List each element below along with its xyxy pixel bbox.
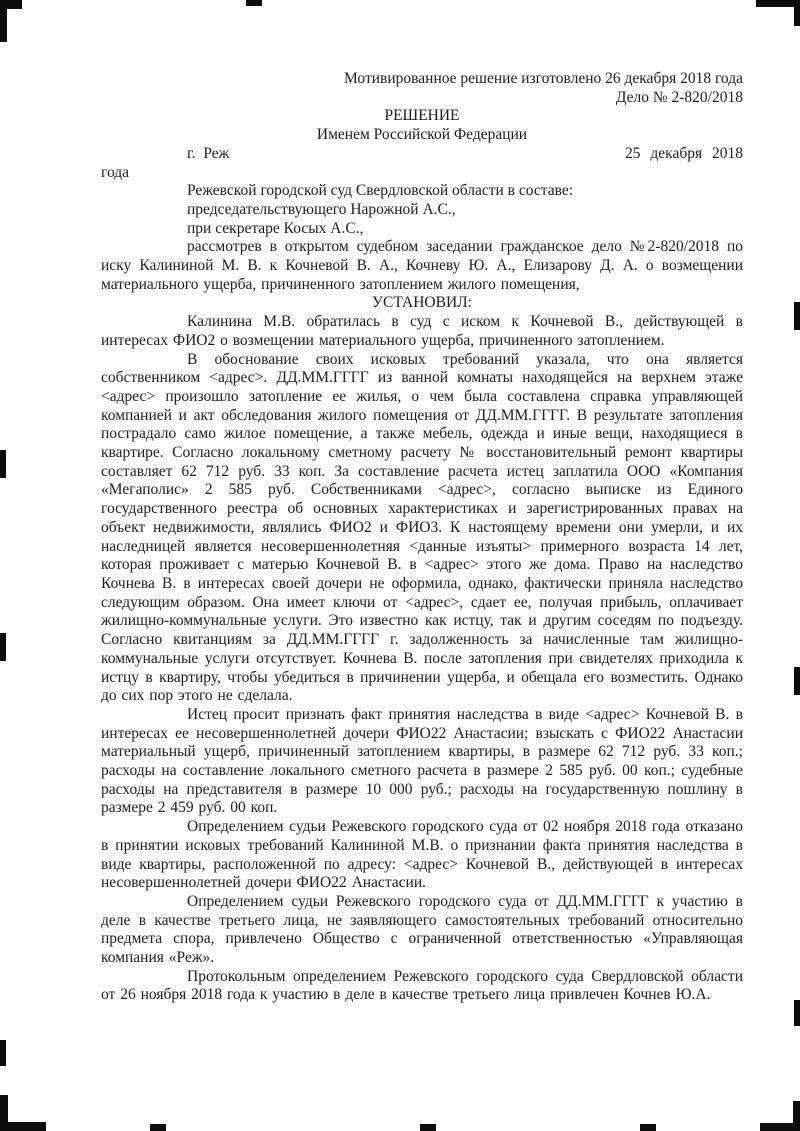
decision-subtitle: Именем Российской Федерации — [316, 126, 528, 144]
scan-artifact-bottom-dash-2 — [420, 1124, 436, 1131]
body-paragraph: Истец просит признать факт принятия наследства в виде <адрес> Кочневой В. в интересах ее несовершеннолетней дочери ФИО22 Анастасии; взыскать с ФИО22 Анастасии материальный ущерб, причиненный затоплением квартиры, в размере 62 712 руб. 33 коп.; расходы на составление локального сметного расчета в размере 2 585 руб. 00 коп.; судебные расходы на представителя в размере 10 000 руб.; расходы на государственную пошлину в размере 2 459 руб. 00 коп. — [101, 705, 743, 817]
scan-artifact-left-dash-2 — [0, 633, 6, 661]
scan-artifact-top-left-v — [0, 0, 7, 42]
case-number: Дело № 2-820/2018 — [615, 88, 743, 106]
scan-artifact-left-dash-1 — [0, 450, 6, 478]
scan-artifact-bottom-dash-3 — [640, 1124, 656, 1131]
body-paragraph: Калинина М.В. обратилась в суд с иском к Кочневой В., действующей в интересах ФИО2 о возмещении материального ущерба, причиненного затоплением. — [101, 313, 743, 349]
scan-artifact-top-dash — [246, 0, 262, 6]
body-paragraph: В обоснование своих исковых требований указала, что она является собственником <адрес>. ДД.ММ.ГГГГ из ванной комнаты находящейся на верхнем этаже <адрес> произошло затопление ее жилья, о чем была составлена справка управляющей компанией и акт обследования жилого помещения от ДД.ММ.ГГГГ. В результате затопления пострадало само жилое помещение, а также мебель, одежда и иные вещи, находящиеся в квартире. Согласно локальному сметному расчету № восстановительный ремонт квартиры составляет 62 712 руб. 33 коп. За составление расчета истец заплатила ООО «Компания «Мегаполис» 2 585 руб. Собственниками <адрес>, согласно выписке из Единого государственного реестра об основных характеристиках и зарегистрированных правах на объект недвижимости, являлись ФИО2 и ФИО3. К настоящему времени они умерли, и их наследницей является несовершеннолетняя <данные изъяты> примерного возраста 14 лет, которая проживает с матерью Кочневой В. в <адрес> этого же дома. Право на наследство Кочнева В. в интересах своей дочери не оформила, однако, фактически приняла наследство следующим образом. Она имеет ключи от <адрес>, сдает ее, получая прибыль, оплачивает жилищно-коммунальные услуги. Это известно как истцу, так и другим соседям по подъезду. Согласно квитанциям за ДД.ММ.ГГГГ г. задолженность за начисленные там жилищно-коммунальные услуги отсутствует. Кочнева В. после затопления при свидетелях приходила к истцу в квартиру, чтобы убедиться в причинении ущерба, и обещала его возместить. Однако до сих пор этого не сделала. — [101, 350, 743, 705]
place-city: г. Реж — [187, 144, 230, 162]
court-composition-line: Режевской городской суд Свердловской области в составе: — [187, 182, 574, 200]
scan-artifact-right-dash-1 — [794, 302, 800, 330]
decision-date: 25 декабря 2018 — [625, 144, 743, 162]
decision-title: РЕШЕНИЕ — [384, 107, 460, 125]
document-content — [101, 70, 743, 1005]
scan-artifact-top-right-v — [794, 0, 800, 26]
scan-artifact-bottom-left-h — [0, 1122, 46, 1131]
body-paragraph: Определением судьи Режевского городского суда от 02 ноября 2018 года отказано в принятии исковых требований Калининой М.В. о признании факта принятия наследства в виде квартиры, расположенной по адресу: <адрес> Кочневой В., действующей в интересах несовершеннолетней дочери ФИО22 Анастасии. — [101, 818, 743, 892]
court-composition-line: при секретаре Косых А.С., — [187, 219, 364, 237]
scan-artifact-left-dash-3 — [0, 1040, 6, 1066]
decision-body — [101, 313, 743, 1005]
scan-artifact-right-dash-2 — [794, 667, 800, 695]
body-paragraph: Определением судьи Режевского городского суда от ДД.ММ.ГГГГ к участию в деле в качестве третьего лица, не заявляющего самостоятельных требований относительно предмета спора, привлечено Общество с ограниченной ответственностью «Управляющая компания «Реж». — [101, 892, 743, 967]
decision-date-carry: года — [101, 163, 130, 181]
motivated-decision-line: Мотивированное решение изготовлено 26 декабря 2018 года — [344, 70, 743, 87]
scan-artifact-bottom-dash-1 — [150, 1124, 166, 1131]
place-date-line — [101, 145, 743, 164]
scan-artifact-right-dash-3 — [794, 1000, 800, 1026]
court-composition-line: председательствующего Нарожной А.С., — [187, 200, 456, 218]
scan-artifact-bottom-right-v — [793, 1101, 800, 1131]
body-paragraph: Протокольным определением Режевского городского суда Свердловской области от 26 ноября 2018 года к участию в деле в качестве третьего лица привлечен Кочнев Ю.А. — [101, 967, 743, 1004]
established-heading: УСТАНОВИЛ: — [372, 294, 472, 312]
court-composition — [101, 182, 743, 238]
case-intro-paragraph: рассмотрев в открытом судебном заседании гражданское дело №2-820/2018 по иску Калининой М. В. к Кочневой В. А., Кочневу Ю. А., Елизарову Д. А. о возмещении материального ущерба, причиненного затоплением жилого помещения, — [101, 238, 743, 293]
